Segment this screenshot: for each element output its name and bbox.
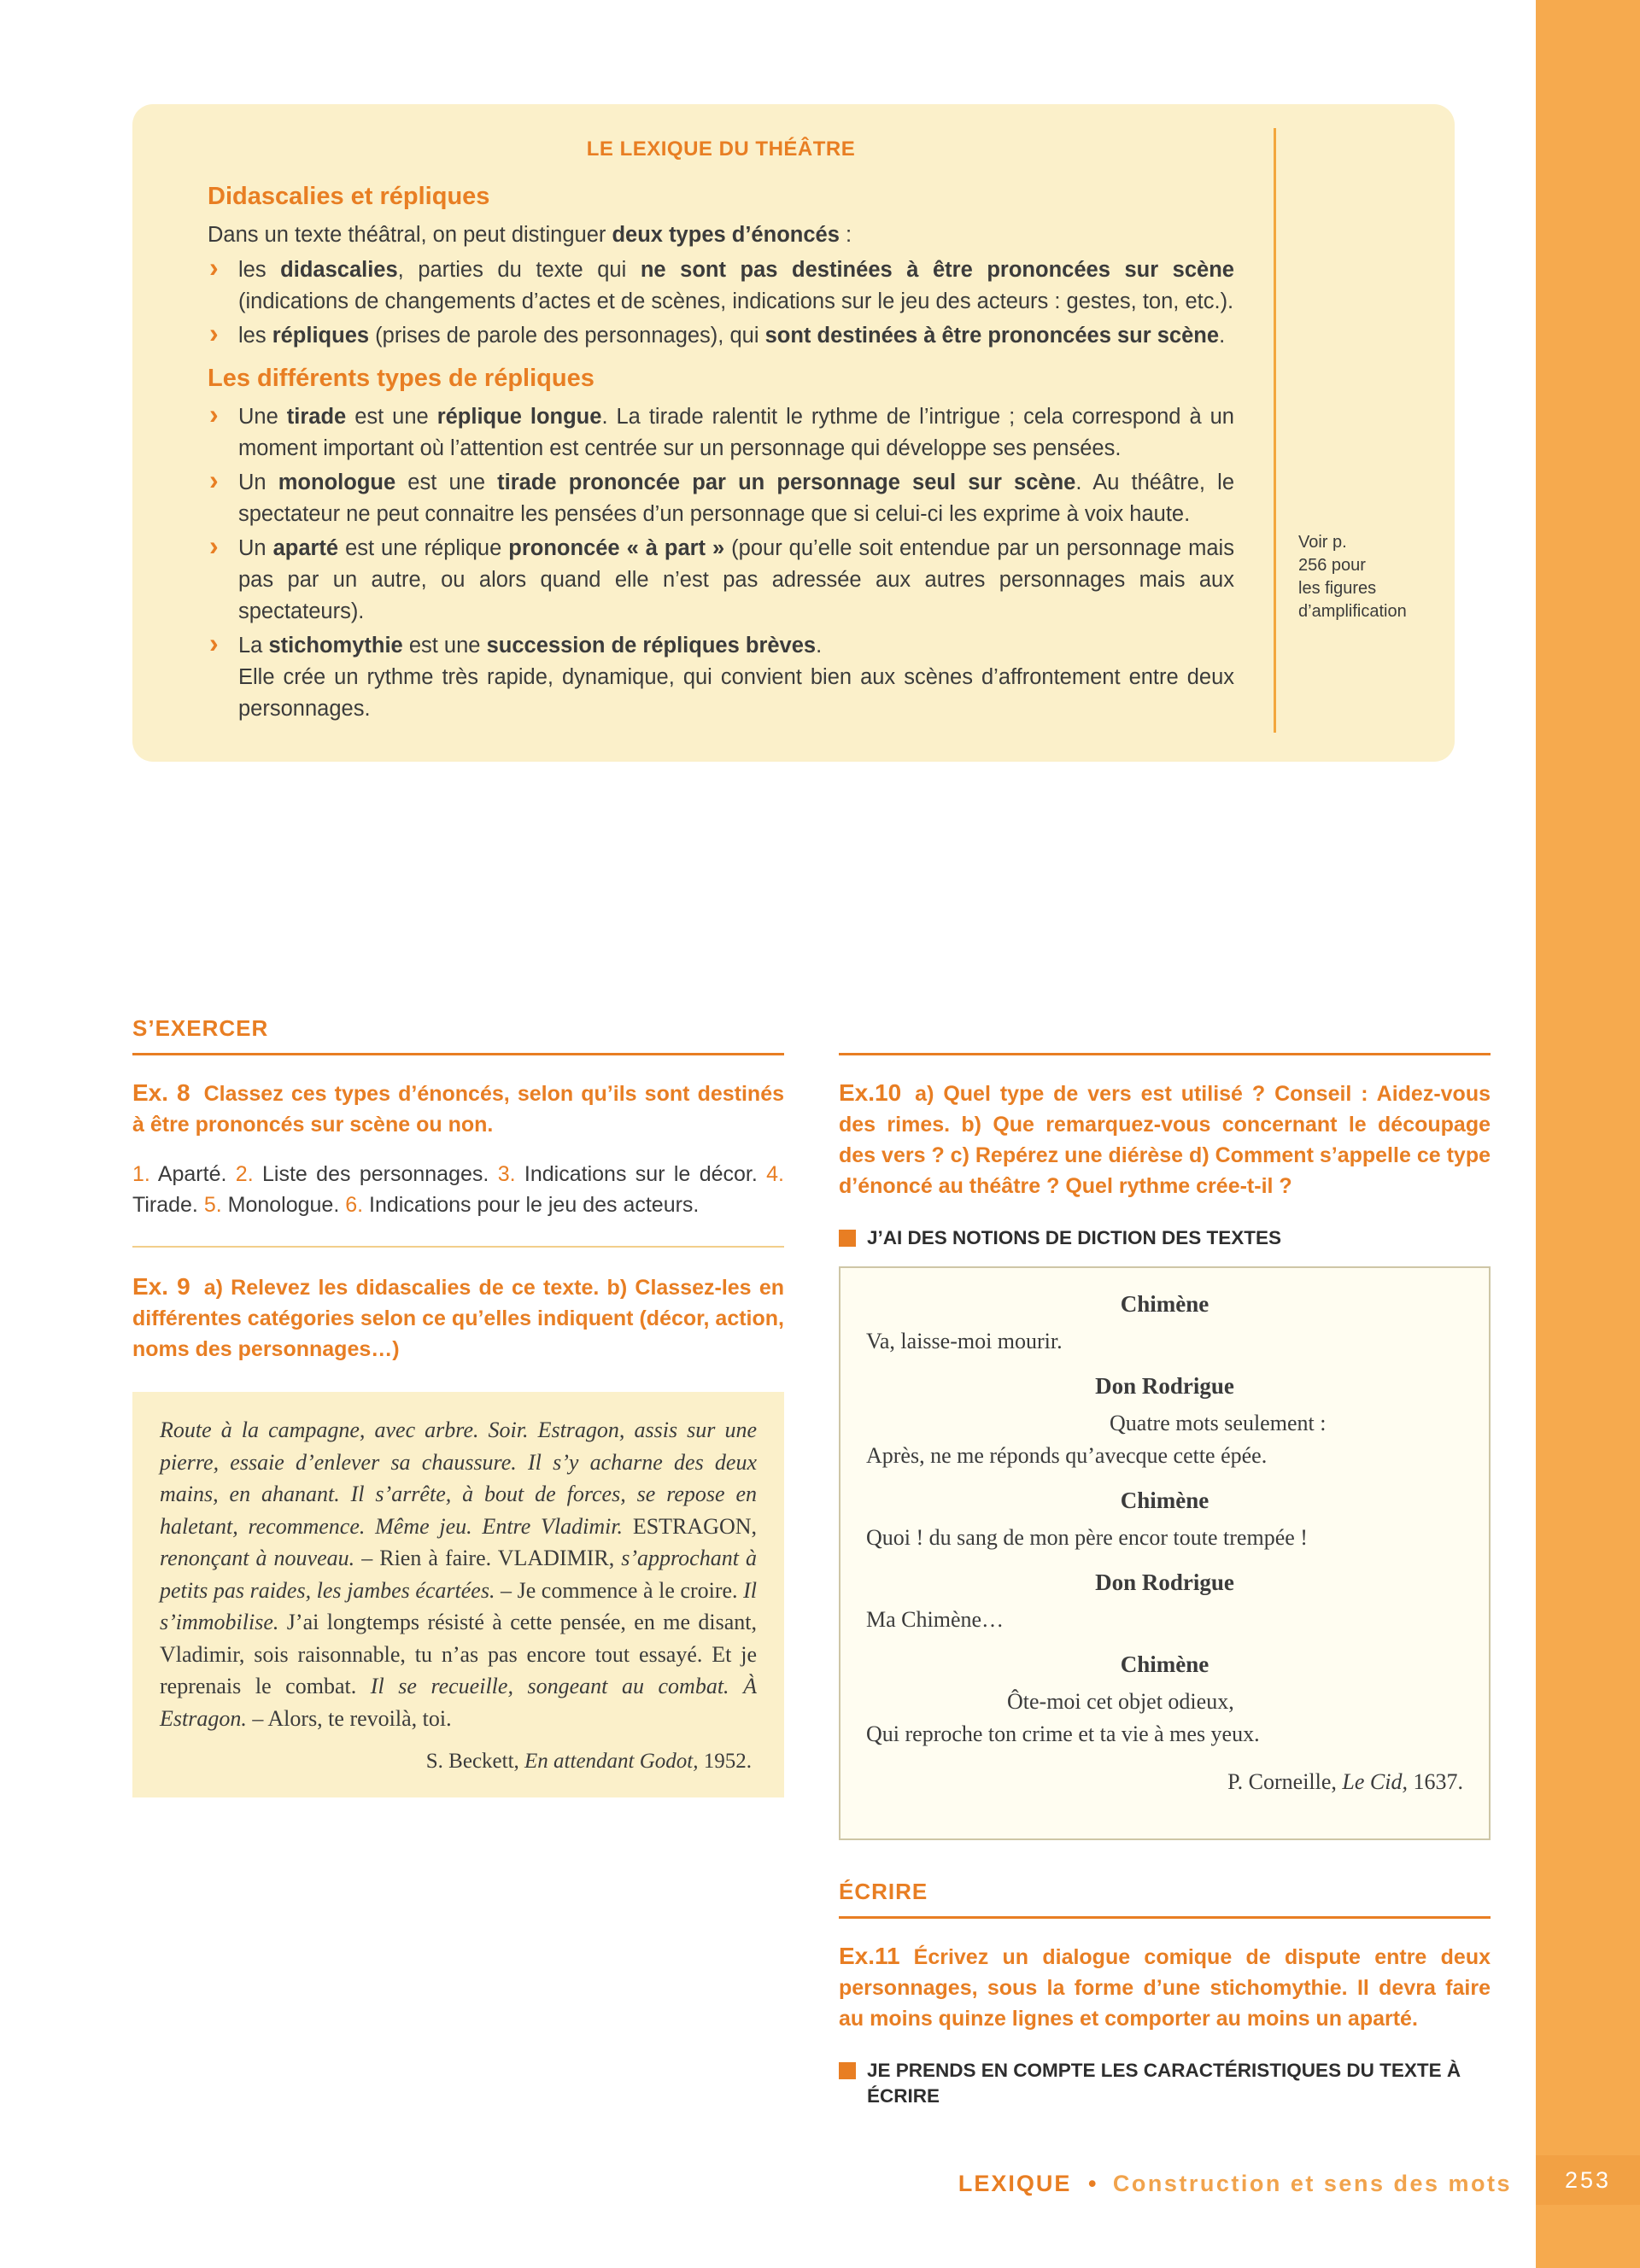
exercise-11-label: Ex.11 — [839, 1943, 900, 1969]
bullet-text: les didascalies, parties du texte qui ne sont pas destinées à être prononcées sur scène (indications de changements d’actes et de scènes, indications sur le jeu des acteurs : gestes, ton, etc.). — [238, 258, 1234, 313]
ecrire-heading: ÉCRIRE — [839, 1876, 1491, 1919]
dialogue-line: Ma Chimène… — [866, 1607, 1004, 1632]
bullet-text: les répliques (prises de parole des personnages), qui sont destinées à être prononcées sur scène. — [238, 324, 1226, 348]
bullet-item — [208, 530, 1234, 628]
footer-bullet-icon: • — [1087, 2171, 1097, 2196]
beckett-quote-text: Route à la campagne, avec arbre. Soir. Estragon, assis sur une pierre, essaie d’enlever sa chaussure. Il s’y acharne des deux mains, en ahanant. Il s’arrête, à bout de forces, se repose en haletant, recommence. Même jeu. Entre Vladimir. ESTRAGON, renonçant à nouveau. – Rien à faire. VLADIMIR, s’approchant à petits pas raides, les jambes écartées. – Je commence à le croire. Il s’immobilise. J’ai longtemps résisté à cette pensée, en me disant, Vladimir, sois raisonnable, tu n’as pas encore tout essayé. Et je reprenais le combat. Il se recueille, songeant au combat. À Estragon. – Alors, te revoilà, toi. — [160, 1418, 758, 1731]
notion-badge-caracteristiques — [839, 2058, 1491, 2109]
section-heading-didascalies: Didascalies et répliques — [208, 183, 490, 210]
exercise-9 — [132, 1271, 784, 1365]
dialogue-line: Après, ne me réponds qu’avecque cette épée. — [866, 1443, 1268, 1468]
dialogue-line: Quoi ! du sang de mon père encor toute trempée ! — [866, 1525, 1308, 1550]
dialogue-line: Qui reproche ton crime et ta vie à mes yeux. — [866, 1721, 1260, 1746]
bullet-text: Un monologue est une tirade prononcée par un personnage seul sur scène. Au théâtre, le spectateur ne peut connaitre les pensées d’un personnage que si celui-ci les exprime à voix haute. — [238, 471, 1235, 526]
chevron-bullet-icon: › — [209, 318, 219, 348]
footer-section-label: LEXIQUE — [958, 2171, 1072, 2196]
bullet-text: Un aparté est une réplique prononcée « à part » (pour qu’elle soit entendue par un personnage mais pas par un autre, ou alors quand elle n’est pas adressée aux autres personnages mais aux spectateurs). — [238, 536, 1234, 623]
chevron-bullet-icon: › — [209, 399, 219, 430]
section-heading-types-repliques: Les différents types de répliques — [208, 365, 594, 392]
side-note-line: Voir p. — [1298, 533, 1347, 552]
bullet-continuation: Elle crée un rythme très rapide, dynamique, qui convient bien aux scènes d’affrontement entre deux personnages. — [238, 665, 1234, 721]
bullet-item — [208, 320, 1234, 352]
chevron-bullet-icon: › — [209, 530, 219, 561]
orange-square-icon — [839, 2062, 856, 2079]
exercise-divider — [132, 1246, 784, 1248]
left-column — [132, 1013, 784, 2109]
exercise-9-statement: a) Relevez les didascalies de ce texte. b) Classez-les en différentes catégories selon ce qu’elles indiquent (décor, action, noms des personnages…) — [132, 1276, 784, 1361]
exercise-columns — [132, 1013, 1491, 2109]
exercise-10-label: Ex.10 — [839, 1079, 902, 1106]
sexercer-heading: S’EXERCER — [132, 1013, 784, 1055]
bullet-item — [208, 254, 1234, 318]
chevron-bullet-icon: › — [209, 252, 219, 283]
page-edge-band — [1536, 0, 1640, 2268]
dialogue-speaker: Chimène — [1120, 1291, 1210, 1317]
exercise-8-label: Ex. 8 — [132, 1079, 190, 1106]
bullet-text: Une tirade est une réplique longue. La tirade ralentit le rythme de l’intrigue ; cela correspond à un moment important où l’attention est centrée sur un personnage qui développe ses pensées. — [238, 405, 1234, 460]
footer-subtitle: Construction et sens des mots — [1112, 2171, 1512, 2196]
column-top-rule — [839, 1053, 1491, 1055]
beckett-quote-attribution: S. Beckett, En attendant Godot, 1952. — [425, 1750, 752, 1773]
page-number-block — [1536, 2155, 1640, 2205]
notion-badge-diction — [839, 1225, 1491, 1251]
dialogue-speaker: Chimène — [1120, 1651, 1210, 1677]
section1-bullet-list — [208, 254, 1234, 352]
chevron-bullet-icon: › — [209, 628, 219, 658]
notion-badge-text: JE PRENDS EN COMPTE LES CARACTÉRISTIQUES DU TEXTE À ÉCRIRE — [867, 2060, 1461, 2107]
exercise-11 — [839, 1941, 1491, 2034]
lesson-box — [132, 104, 1455, 762]
exercise-11-statement: Écrivez un dialogue comique de dispute entre deux personnages, sous la forme d’une stichomythie. Il devra faire au moins quinze lignes et comporter au moins un aparté. — [839, 1945, 1491, 2031]
section2-bullet-list — [208, 401, 1234, 725]
orange-square-icon — [839, 1230, 856, 1247]
side-note-line: les figures — [1298, 579, 1377, 598]
dialogue-line: Ôte-moi cet objet odieux, — [1007, 1689, 1234, 1714]
dialogue-speaker: Don Rodrigue — [1095, 1569, 1234, 1595]
bullet-text: La stichomythie est une succession de répliques brèves. — [238, 634, 823, 658]
notion-badge-text: J’AI DES NOTIONS DE DICTION DES TEXTES — [867, 1227, 1282, 1248]
lesson-side-note — [1274, 128, 1455, 733]
bullet-item — [208, 401, 1234, 465]
exercise-8-items: 1. Aparté. 2. Liste des personnages. 3. Indications sur le décor. 4. Tirade. 5. Monologue. 6. Indications pour le jeu des acteurs. — [132, 1162, 785, 1217]
page-footer — [958, 2171, 1512, 2197]
dialogue-speaker: Chimène — [1120, 1488, 1210, 1513]
corneille-attribution: P. Corneille, Le Cid, 1637. — [1227, 1769, 1463, 1794]
dialogue-speaker: Don Rodrigue — [1095, 1373, 1234, 1399]
side-note-line: 256 pour — [1298, 556, 1366, 575]
exercise-10 — [839, 1078, 1491, 1201]
beckett-quote-box — [132, 1392, 784, 1797]
dialogue-line: Quatre mots seulement : — [1110, 1411, 1327, 1435]
chevron-bullet-icon: › — [209, 465, 219, 495]
corneille-dialogue-box — [839, 1266, 1491, 1840]
dialogue-line: Va, laisse-moi mourir. — [866, 1329, 1063, 1353]
exercise-10-statement: a) Quel type de vers est utilisé ? Conseil : Aidez-vous des rimes. b) Que remarquez-vous concernant le découpage des vers ? c) Repérez une diérèse d) Comment s’appelle ce type d’énoncé au théâtre ? Quel rythme crée-t-il ? — [839, 1082, 1491, 1198]
right-column — [839, 1013, 1491, 2109]
section1-intro: Dans un texte théâtral, on peut distinguer deux types d’énoncés : — [208, 223, 852, 247]
lesson-title: LE LEXIQUE DU THÉÂTRE — [586, 137, 856, 161]
exercise-9-label: Ex. 9 — [132, 1273, 190, 1300]
bullet-item — [208, 630, 1234, 725]
bullet-item — [208, 467, 1234, 530]
lesson-content — [132, 104, 1274, 762]
exercise-8 — [132, 1078, 784, 1140]
exercise-8-statement: Classez ces types d’énoncés, selon qu’ils sont destinés à être prononcés sur scène ou non. — [132, 1082, 785, 1137]
side-note-line: d’amplification — [1298, 602, 1407, 621]
page-number: 253 — [1564, 2166, 1612, 2193]
